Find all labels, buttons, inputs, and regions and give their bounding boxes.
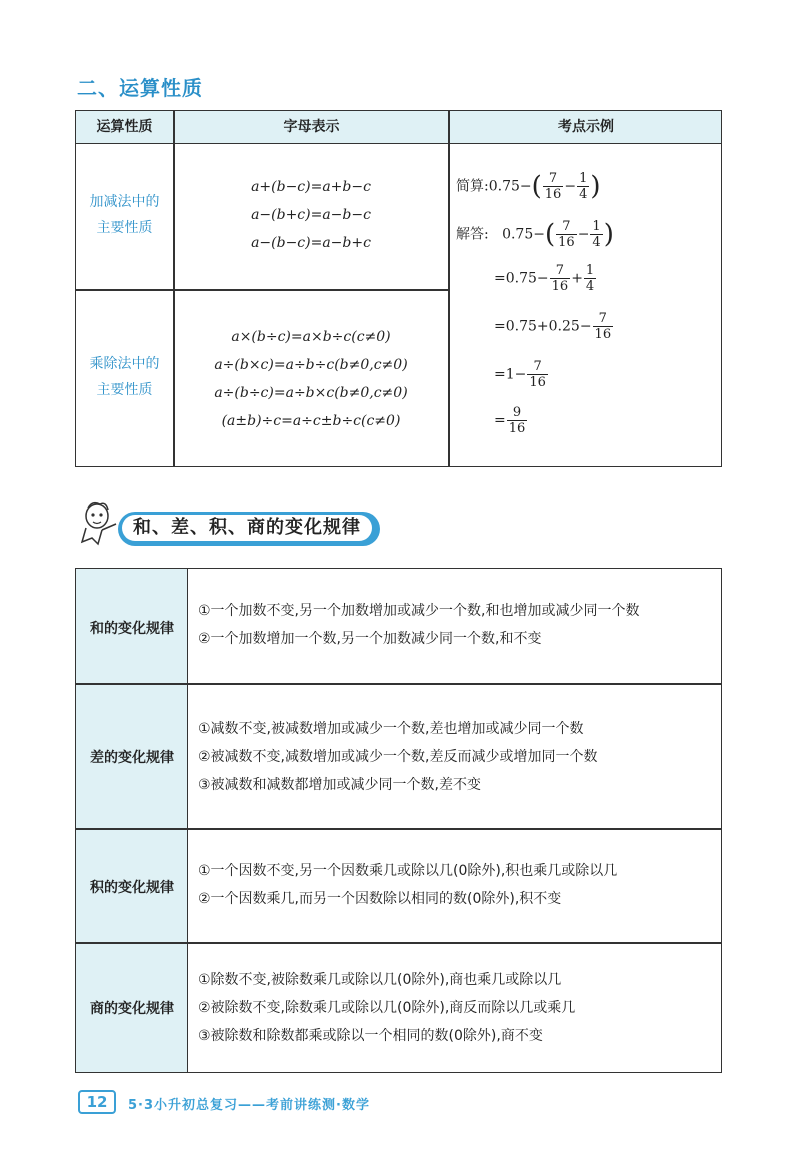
equals: = xyxy=(494,270,506,287)
fraction xyxy=(590,219,602,250)
denominator: 16 xyxy=(594,327,612,342)
operator: − xyxy=(579,318,592,335)
rule-line: ①除数不变,被除数乘几或除以几(0除外),商也乘几或除以几 xyxy=(198,972,562,988)
row-divider xyxy=(76,289,448,291)
fraction xyxy=(550,263,571,294)
formula: a×(b÷c)=a×b÷c(c≠0) xyxy=(231,329,391,345)
paren: ) xyxy=(603,219,614,250)
row-divider xyxy=(76,683,721,685)
row-divider xyxy=(76,828,721,830)
change-rules-table xyxy=(75,568,722,1073)
add-sub-formulas xyxy=(174,173,448,257)
numerator: 1 xyxy=(585,263,595,278)
sum-rule-text xyxy=(198,597,639,653)
numerator: 1 xyxy=(592,219,601,234)
footer-title: 5·3小升初总复习——考前讲练测·数学 xyxy=(128,1098,370,1113)
paren: ( xyxy=(531,171,542,202)
rule-line: ②被除数不变,除数乘几或除以几(0除外),商反而除以几或乘几 xyxy=(198,1000,576,1016)
denominator: 4 xyxy=(585,279,595,294)
example-answer-line5 xyxy=(494,405,528,436)
equals: = xyxy=(494,412,506,429)
numerator: 7 xyxy=(543,171,564,187)
rule-line: ②一个因数乘几,而另一个因数除以相同的数(0除外),积不变 xyxy=(198,891,562,907)
denominator: 4 xyxy=(592,235,601,250)
fraction xyxy=(527,359,548,390)
example-answer-line3 xyxy=(494,311,614,342)
example-question xyxy=(456,171,601,202)
rule-line: ①一个因数不变,另一个因数乘几或除以几(0除外),积也乘几或除以几 xyxy=(198,863,618,879)
header-property: 运算性质 xyxy=(96,119,153,135)
section-title: 二、运算性质 xyxy=(77,76,203,100)
formula: a÷(b×c)=a÷b÷c(b≠0,c≠0) xyxy=(214,357,408,373)
fraction xyxy=(593,311,614,342)
row-divider xyxy=(76,942,721,944)
formula: a−(b+c)=a−b−c xyxy=(251,207,371,223)
numerator: 7 xyxy=(550,263,571,279)
rules-banner xyxy=(118,512,380,546)
number: 0.75 xyxy=(505,270,537,287)
formula: (a±b)÷c=a÷c±b÷c(c≠0) xyxy=(221,413,401,429)
answer-label: 解答: xyxy=(456,226,489,243)
example-answer-line1 xyxy=(456,219,614,250)
fraction xyxy=(556,219,577,250)
difference-rule-text xyxy=(198,715,597,799)
operator: − xyxy=(564,178,577,195)
numerator: 7 xyxy=(527,359,548,375)
example-answer-line2 xyxy=(494,263,597,294)
number: 0.75 xyxy=(505,318,537,335)
operator: − xyxy=(533,226,545,243)
operation-properties-table xyxy=(75,110,722,467)
number: 0.25 xyxy=(548,318,580,335)
denominator: 16 xyxy=(544,187,562,202)
operator: − xyxy=(536,270,549,287)
fraction xyxy=(507,405,528,436)
rule-line: ②被减数不变,减数增加或减少一个数,差反而减少或增加同一个数 xyxy=(198,749,598,765)
category-line: 主要性质 xyxy=(96,382,153,398)
denominator: 4 xyxy=(579,187,588,202)
label-product-rule: 积的变化规律 xyxy=(90,880,174,896)
quotient-rule-text xyxy=(198,966,575,1050)
paren: ( xyxy=(544,219,556,250)
category-line: 加减法中的 xyxy=(89,194,160,210)
label-quotient-rule: 商的变化规律 xyxy=(90,1001,174,1017)
category-mul-div xyxy=(76,351,173,403)
operator: − xyxy=(519,178,532,195)
formula: a−(b−c)=a−b+c xyxy=(251,235,371,251)
numerator: 7 xyxy=(556,219,577,235)
example-answer-line4 xyxy=(494,359,549,390)
page-number: 12 xyxy=(78,1090,116,1114)
header-letter-notation: 字母表示 xyxy=(283,119,340,135)
header-example: 考点示例 xyxy=(558,119,614,135)
number: 1 xyxy=(505,366,515,383)
banner-title: 和、差、积、商的变化规律 xyxy=(133,517,361,538)
rule-line: ③被减数和减数都增加或减少同一个数,差不变 xyxy=(198,777,481,793)
rule-line: ①减数不变,被减数增加或减少一个数,差也增加或减少同一个数 xyxy=(198,721,584,737)
numerator: 1 xyxy=(579,171,588,186)
category-line: 乘除法中的 xyxy=(89,356,160,372)
formula: a+(b−c)=a+b−c xyxy=(251,179,371,195)
rules-label-column xyxy=(76,569,188,1072)
rule-line: ②一个加数增加一个数,另一个加数减少同一个数,和不变 xyxy=(198,631,542,647)
equals: = xyxy=(494,318,506,335)
denominator: 16 xyxy=(551,279,569,294)
numerator: 9 xyxy=(507,405,528,421)
banner-inner xyxy=(122,515,372,541)
denominator: 16 xyxy=(558,235,575,250)
denominator: 16 xyxy=(508,421,526,436)
rule-line: ①一个加数不变,另一个加数增加或减少一个数,和也增加或减少同一个数 xyxy=(198,603,640,619)
label-difference-rule: 差的变化规律 xyxy=(90,750,174,766)
number: 0.75 xyxy=(488,178,520,195)
fraction xyxy=(577,171,589,202)
numerator: 7 xyxy=(593,311,614,327)
operator: − xyxy=(514,366,527,383)
operator: + xyxy=(536,318,549,335)
simplify-label: 简算: xyxy=(456,178,489,195)
cartoon-character-icon xyxy=(72,498,122,548)
fraction xyxy=(584,263,596,294)
fraction xyxy=(543,171,564,202)
denominator: 16 xyxy=(529,375,546,390)
col-divider xyxy=(448,111,450,466)
paren: ) xyxy=(590,171,601,202)
category-add-sub xyxy=(76,189,173,241)
product-rule-text xyxy=(198,857,617,913)
mul-div-formulas xyxy=(174,323,448,435)
label-sum-rule: 和的变化规律 xyxy=(90,621,174,637)
operator: + xyxy=(571,270,583,287)
operator: − xyxy=(577,226,590,243)
category-line: 主要性质 xyxy=(96,220,153,236)
equals: = xyxy=(494,366,506,383)
number: 0.75 xyxy=(502,226,534,243)
rule-line: ③被除数和除数都乘或除以一个相同的数(0除外),商不变 xyxy=(198,1028,543,1044)
formula: a÷(b÷c)=a÷b×c(b≠0,c≠0) xyxy=(214,385,408,401)
